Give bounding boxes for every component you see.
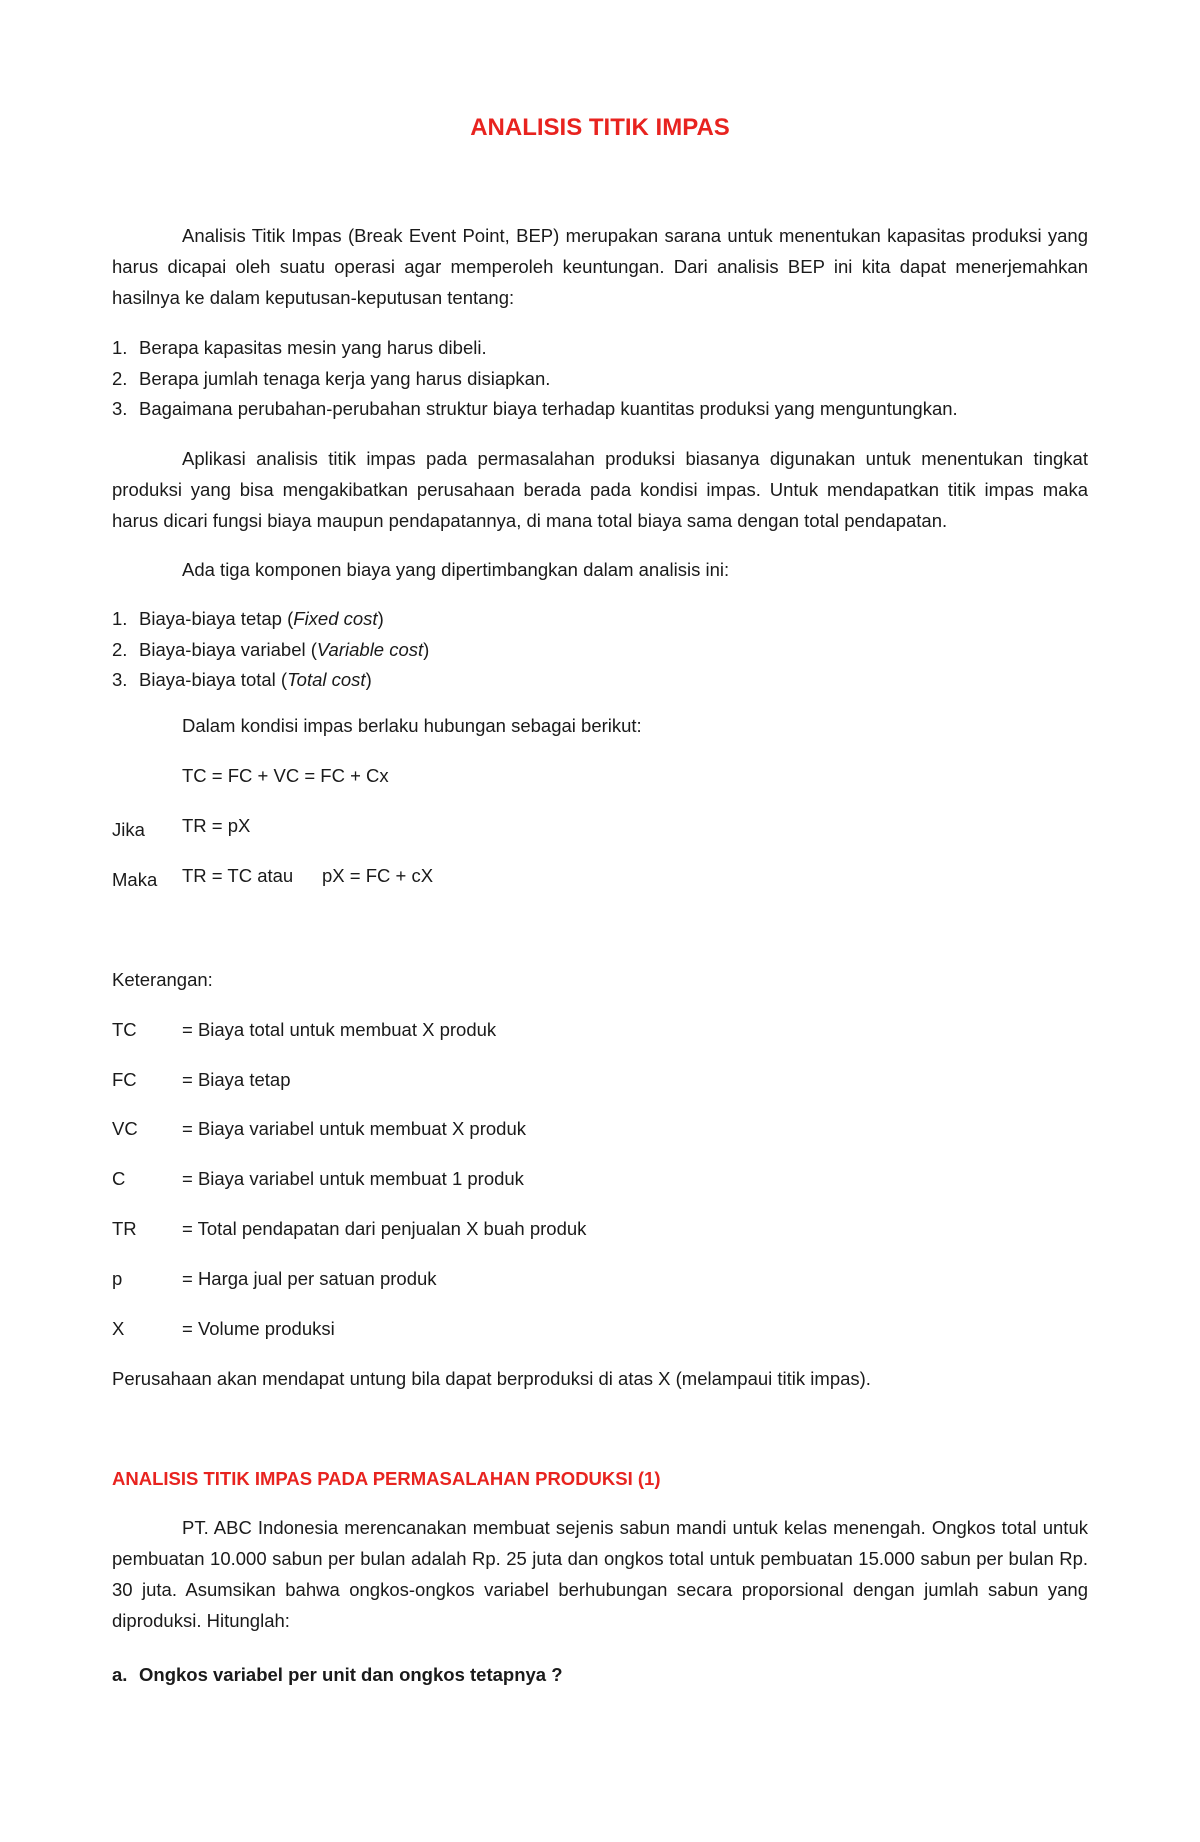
list-item: C = Biaya variabel untuk membuat 1 produk bbox=[112, 1168, 524, 1189]
formula-total-cost: TC = FC + VC = FC + Cx bbox=[182, 765, 389, 786]
components-list bbox=[112, 604, 1088, 696]
list-item: p = Harga jual per satuan produk bbox=[112, 1268, 437, 1289]
list-item: VC = Biaya variabel untuk membuat X produk bbox=[112, 1118, 526, 1139]
list-item: FC = Biaya tetap bbox=[112, 1069, 291, 1090]
section-heading: ANALISIS TITIK IMPAS PADA PERMASALAHAN PRODUKSI (1) bbox=[112, 1468, 661, 1489]
list-item: X = Volume produksi bbox=[112, 1318, 335, 1339]
case-paragraph: PT. ABC Indonesia merencanakan membuat sejenis sabun mandi untuk kelas menengah. Ongkos total untuk pembuatan 10.000 sabun per bulan adalah Rp. 25 juta dan ongkos total untuk pembuatan 15.000 sabun per bulan Rp. 30 juta. Asumsikan bahwa ongkos-ongkos variabel berhubungan secara proporsional dengan jumlah sabun yang diproduksi. Hitunglah: bbox=[112, 1517, 1088, 1631]
condition-text: Dalam kondisi impas berlaku hubungan sebagai berikut: bbox=[182, 715, 642, 736]
jika-label: Jika bbox=[112, 819, 145, 840]
maka-formula-b: pX = FC + cX bbox=[322, 865, 434, 886]
list-item: 3. Bagaimana perubahan-perubahan struktur biaya terhadap kuantitas produksi yang menguntungkan. bbox=[112, 398, 958, 419]
intro-paragraph: Analisis Titik Impas (Break Event Point, BEP) merupakan sarana untuk menentukan kapasitas produksi yang harus dicapai oleh suatu operasi agar memperoleh keuntungan. Dari analisis BEP ini kita dapat menerjemahkan hasilnya ke dalam keputusan-keputusan tentang: bbox=[112, 225, 1088, 308]
question-list bbox=[112, 333, 1088, 425]
application-paragraph: Aplikasi analisis titik impas pada permasalahan produksi biasanya digunakan untuk menentukan tingkat produksi yang bisa mengakibatkan perusahaan berada pada kondisi impas. Untuk mendapatkan titik impas maka harus dicari fungsi biaya maupun pendapatannya, di mana total biaya sama dengan total pendapatan. bbox=[112, 448, 1088, 531]
list-item: 1. Berapa kapasitas mesin yang harus dibeli. bbox=[112, 337, 487, 358]
list-item: TC = Biaya total untuk membuat X produk bbox=[112, 1019, 497, 1040]
jika-formula: TR = pX bbox=[182, 815, 251, 836]
maka-label: Maka bbox=[112, 869, 158, 890]
list-item: TR = Total pendapatan dari penjualan X buah produk bbox=[112, 1218, 587, 1239]
keterangan-heading: Keterangan: bbox=[112, 969, 213, 990]
list-item: 3. Biaya-biaya total (Total cost) bbox=[112, 669, 372, 690]
list-item: 1. Biaya-biaya tetap (Fixed cost) bbox=[112, 608, 384, 629]
list-item: 2. Biaya-biaya variabel (Variable cost) bbox=[112, 638, 430, 660]
components-intro: Ada tiga komponen biaya yang dipertimbangkan dalam analisis ini: bbox=[182, 559, 730, 580]
maka-formula-a: TR = TC atau bbox=[182, 865, 294, 886]
conclusion-text: Perusahaan akan mendapat untung bila dapat berproduksi di atas X (melampaui titik impas). bbox=[112, 1368, 871, 1389]
document-title: ANALISIS TITIK IMPAS bbox=[470, 114, 730, 141]
list-item: 2. Berapa jumlah tenaga kerja yang harus disiapkan. bbox=[112, 367, 551, 389]
question-a: a. Ongkos variabel per unit dan ongkos tetapnya ? bbox=[112, 1664, 563, 1685]
